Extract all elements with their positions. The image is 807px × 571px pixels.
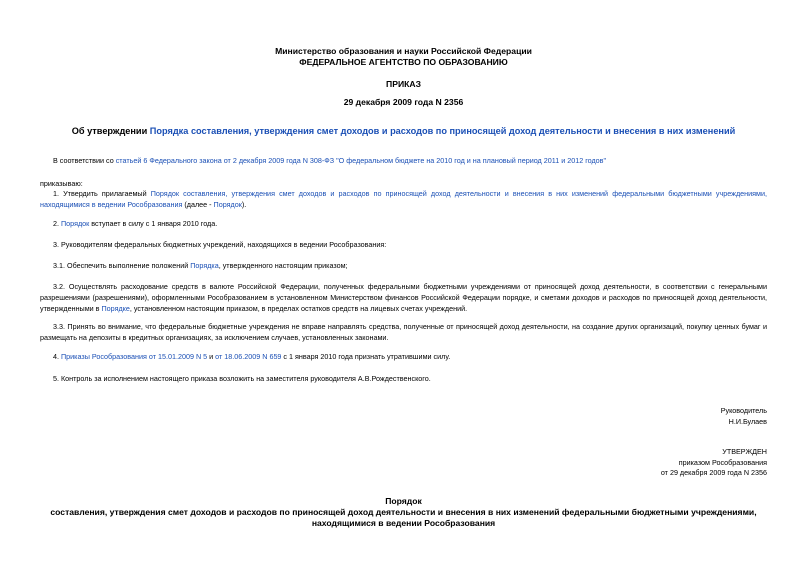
order-link-2[interactable]: от 18.06.2009 N 659: [215, 352, 282, 361]
ministry-name: Министерство образования и науки Российской Федерации: [275, 46, 532, 56]
approval-date: от 29 декабря 2009 года N 2356: [660, 468, 767, 477]
item-4-number: 4.: [53, 352, 61, 361]
item-2-text: вступает в силу с 1 января 2010 года.: [89, 219, 218, 228]
preamble-text: В соответствии со: [53, 156, 116, 165]
item-4-text: с 1 января 2010 года признать утратившими силу.: [281, 352, 451, 361]
item-4: [40, 351, 767, 362]
title-prefix: Об утверждении: [71, 126, 150, 136]
preamble-paragraph: [40, 155, 767, 166]
signature-role: Руководитель: [720, 406, 767, 415]
item-1-text-b: (далее -: [182, 200, 214, 209]
item-1-text: 1. Утвердить прилагаемый: [53, 189, 151, 198]
item-3-2-text-b: , установленном настоящим приказом, в пределах остатков средств на лицевых счетах учреждений.: [129, 304, 468, 313]
document-type: ПРИКАЗ: [386, 79, 421, 89]
law-link[interactable]: статьей 6 Федерального закона от 2 декабря 2009 года N 308-ФЗ "О федеральном бюджете на 2010 год и на плановый период 2011 и 2012 годов": [115, 156, 607, 165]
item-3: 3. Руководителям федеральных бюджетных учреждений, находящихся в ведении Рособразования:: [53, 240, 387, 249]
item-2-number: 2.: [53, 219, 61, 228]
item-3-2-procedure-link[interactable]: Порядке: [101, 304, 130, 313]
order-link-1[interactable]: Приказы Рособразования от 15.01.2009 N 5: [61, 352, 208, 361]
approval-stamp: УТВЕРЖДЕН: [722, 447, 767, 456]
agency-name: ФЕДЕРАЛЬНОЕ АГЕНТСТВО ПО ОБРАЗОВАНИЮ: [299, 57, 508, 67]
item-3-1-text-b: , утвержденного настоящим приказом;: [218, 261, 348, 270]
item-3-1-text: 3.1. Обеспечить выполнение положений: [53, 261, 191, 270]
document-date-number: 29 декабря 2009 года N 2356: [343, 97, 464, 107]
item-1: [40, 188, 767, 210]
item-3-3: 3.3. Принять во внимание, что федеральные бюджетные учреждения не вправе направлять средства, полученные от приносящей доход деятельности, на создание других организаций, покупку ценных бумаг и размещать на депозиты в кредитных организациях, за исключением случаев, установленных законами.: [40, 322, 767, 342]
item-3-2: [40, 281, 767, 314]
item-4-conj: и: [207, 352, 216, 361]
annex-subtitle-line-2: находящимися в ведении Рособразования: [311, 518, 496, 528]
item-3-1-procedure-link[interactable]: Порядка: [190, 261, 219, 270]
procedure-short-link[interactable]: Порядок: [213, 200, 242, 209]
title-link[interactable]: Порядка составления, утверждения смет доходов и расходов по приносящей доход деятельности и внесения в них изменений: [149, 126, 736, 136]
orders-word: приказываю:: [40, 179, 83, 188]
item-1-text-c: ).: [241, 200, 247, 209]
item-3-1: [40, 260, 767, 271]
annex-subtitle-line-1: составления, утверждения смет доходов и расходов по приносящей доход деятельности и внесения в них изменений федеральными бюджетными учреждениями,: [50, 507, 757, 517]
item-2: [40, 218, 767, 229]
item-2-procedure-link[interactable]: Порядок: [61, 219, 90, 228]
signature-name: Н.И.Булаев: [728, 417, 767, 426]
document-title: [0, 126, 807, 137]
item-5: 5. Контроль за исполнением настоящего приказа возложить на заместителя руководителя А.В.Рождественского.: [53, 374, 431, 383]
procedure-link[interactable]: Порядок составления, утверждения смет доходов и расходов по приносящей доход деятельности и внесения в них изменений федеральными бюджетными учреждениями, находящимися в ведении Рособразования: [40, 189, 767, 209]
annex-title: Порядок: [385, 496, 422, 506]
item-3-2-text: 3.2. Осуществлять расходование средств в валюте Российской Федерации, полученных федеральными бюджетными учреждениями от приносящей доход деятельности, в соответствии с генеральными разрешениями (разрешениями), оформленными Рособразованием в установленном Министерством финансов Российской Федерации порядке, и сметами доходов и расходов по приносящей доход деятельности, утвержденными в: [40, 282, 767, 313]
approval-order: приказом Рособразования: [678, 458, 767, 467]
